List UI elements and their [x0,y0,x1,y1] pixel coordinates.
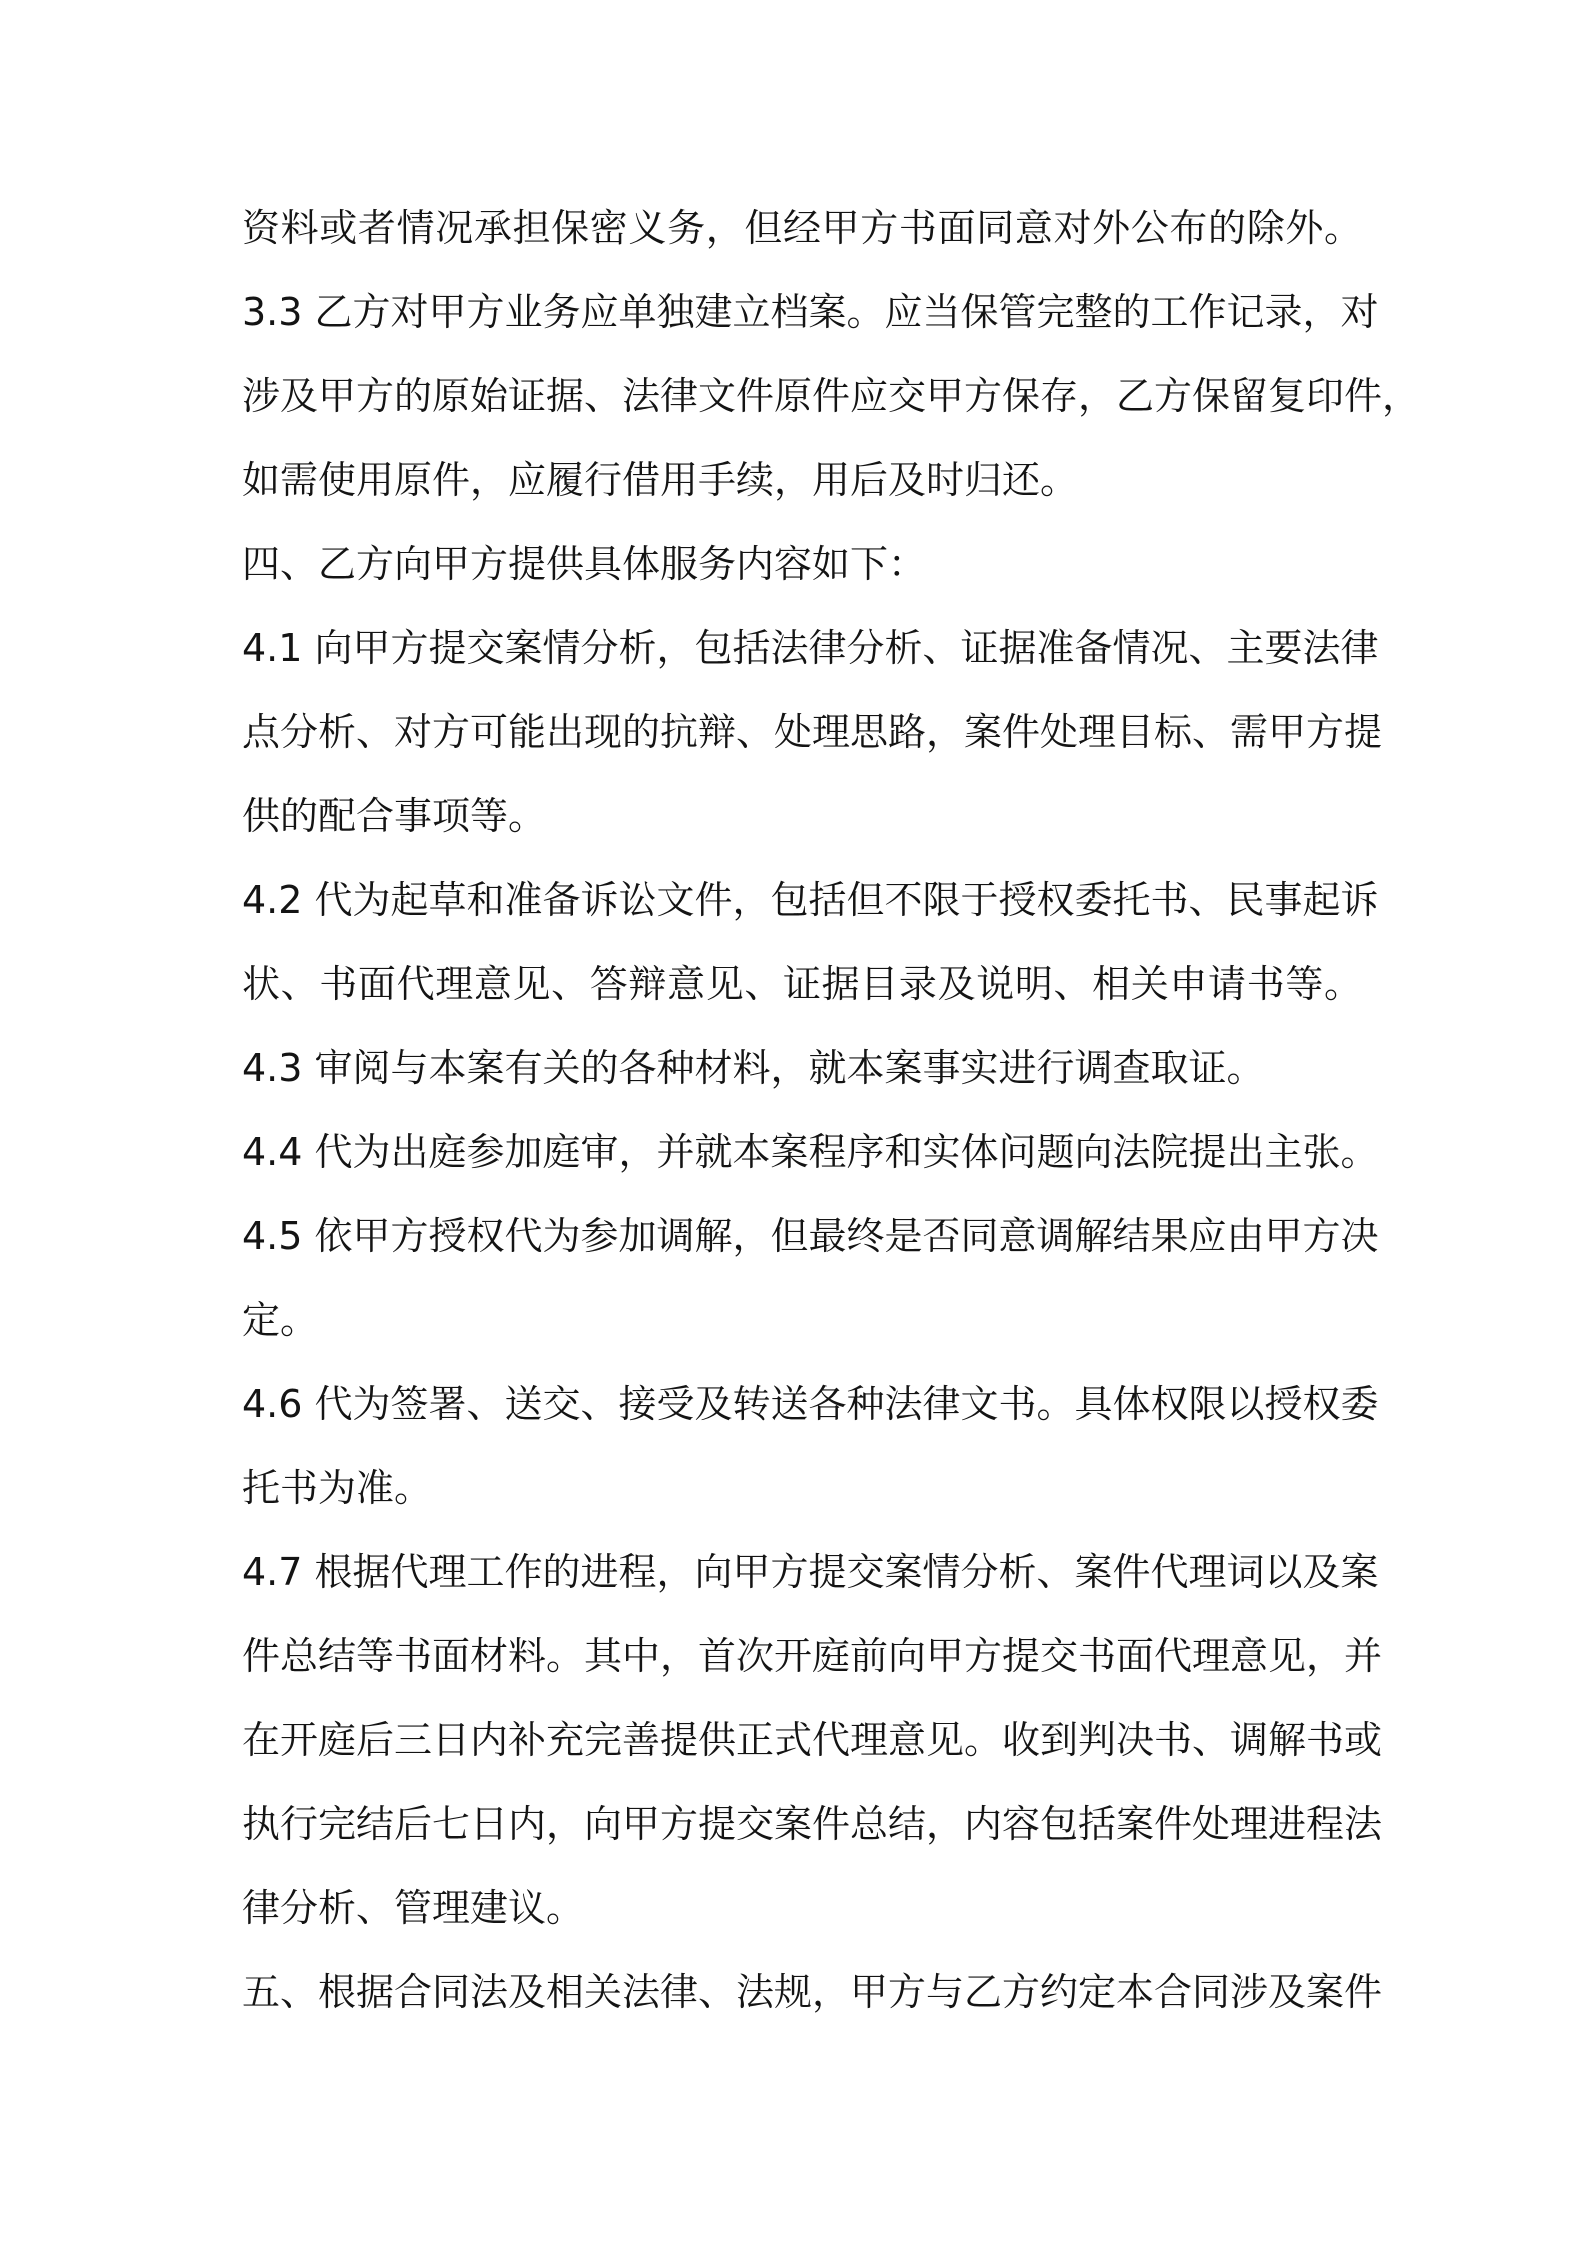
text-line-1: 资料或者情况承担保密义务，但经甲方书面同意对外公布的除外。 [242,206,1362,250]
text-line-11: 4.3 审阅与本案有关的各种材料，就本案事实进行调查取证。 [242,1046,1265,1090]
text-line-10: 状、书面代理意见、答辩意见、证据目录及说明、相关申请书等。 [242,962,1362,1006]
text-line-2: 3.3 乙方对甲方业务应单独建立档案。应当保管完整的工作记录，对 [242,290,1379,334]
text-line-20: 执行完结后七日内，向甲方提交案件总结，内容包括案件处理进程法 [242,1802,1383,1846]
text-line-15: 4.6 代为签署、送交、接受及转送各种法律文书。具体权限以授权委 [242,1382,1379,1426]
text-line-19: 在开庭后三日内补充完善提供正式代理意见。收到判决书、调解书或 [242,1718,1383,1762]
text-line-21: 律分析、管理建议。 [242,1886,585,1930]
text-line-14: 定。 [242,1298,319,1342]
text-line-18: 件总结等书面材料。其中，首次开庭前向甲方提交书面代理意见，并 [242,1634,1383,1678]
text-line-16: 托书为准。 [242,1466,433,1510]
text-line-8: 供的配合事项等。 [242,794,547,838]
text-line-6: 4.1 向甲方提交案情分析，包括法律分析、证据准备情况、主要法律 [242,626,1379,670]
text-line-4: 如需使用原件，应履行借用手续，用后及时归还。 [242,458,1079,502]
text-line-5: 四、乙方向甲方提供具体服务内容如下： [242,542,927,586]
text-line-12: 4.4 代为出庭参加庭审，并就本案程序和实体问题向法院提出主张。 [242,1130,1379,1174]
text-line-7: 点分析、对方可能出现的抗辩、处理思路，案件处理目标、需甲方提 [242,710,1383,754]
text-line-17: 4.7 根据代理工作的进程，向甲方提交案情分析、案件代理词以及案 [242,1550,1379,1594]
text-line-3: 涉及甲方的原始证据、法律文件原件应交甲方保存，乙方保留复印件， [242,374,1421,418]
text-line-13: 4.5 依甲方授权代为参加调解，但最终是否同意调解结果应由甲方决 [242,1214,1379,1258]
text-line-9: 4.2 代为起草和准备诉讼文件，包括但不限于授权委托书、民事起诉 [242,878,1379,922]
text-line-22: 五、根据合同法及相关法律、法规，甲方与乙方约定本合同涉及案件 [242,1970,1383,2014]
